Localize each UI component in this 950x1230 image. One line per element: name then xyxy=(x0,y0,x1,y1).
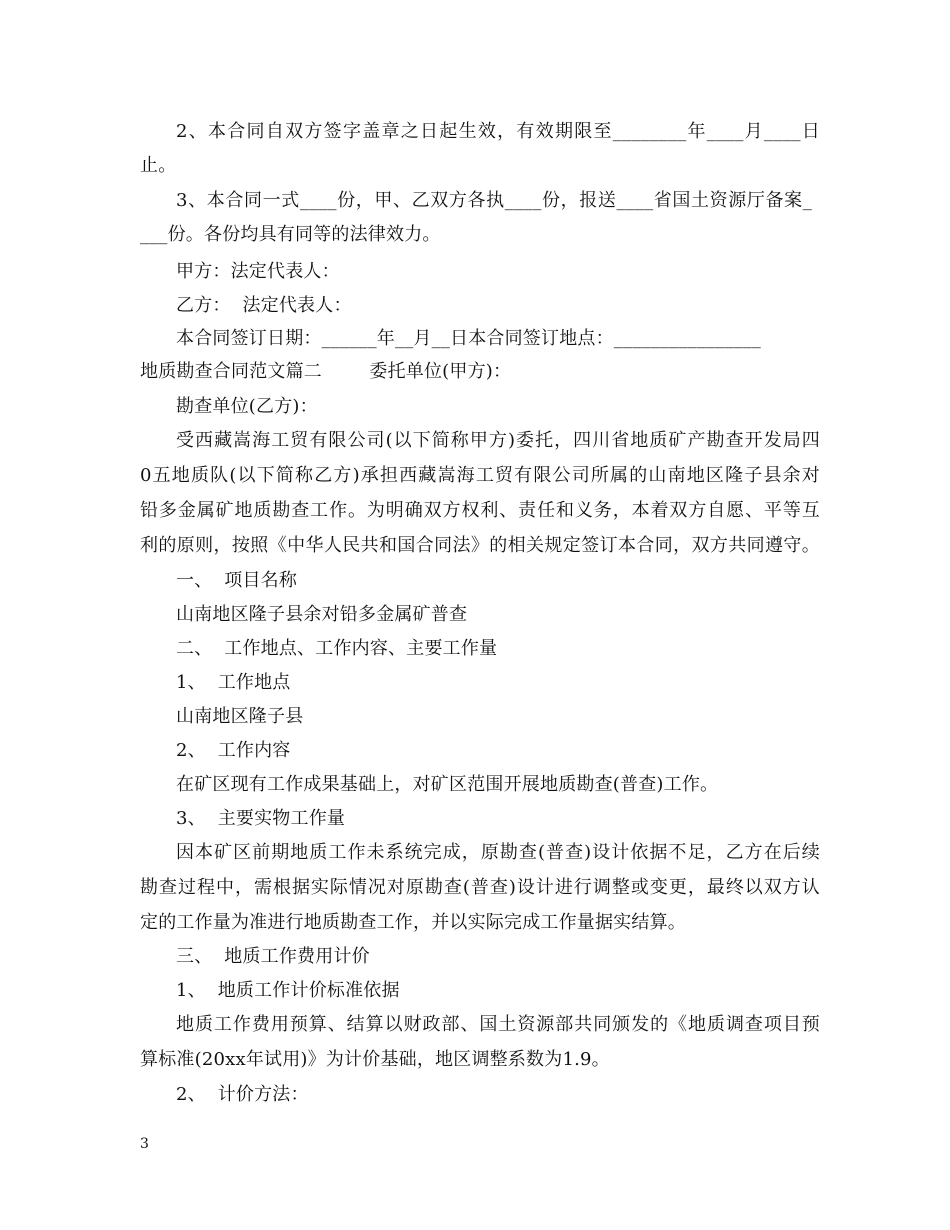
subheading-work-location: 1、 工作地点 xyxy=(176,672,291,693)
subheading-work-content: 2、 工作内容 xyxy=(176,740,291,761)
signing-info-line: 本合同签订日期：______年__月__日本合同签订地点：________________ xyxy=(176,328,761,349)
workload-paragraph-line-3: 定的工作量为准进行地质勘查工作，并以实际完成工作量据实结算。 xyxy=(140,912,686,933)
workload-paragraph-line-2: 勘查过程中，需根据实际情况对原勘查(普查)设计进行调整或变更，最终以双方认 xyxy=(140,877,820,898)
party-b-line: 乙方： 法定代表人： xyxy=(176,295,352,316)
heading-work-info: 二、 工作地点、工作内容、主要工作量 xyxy=(176,638,498,659)
page-number: 3 xyxy=(140,1136,149,1152)
intro-paragraph-line-3: 铅多金属矿地质勘查工作。为明确双方权利、责任和义务，本着双方自愿、平等互 xyxy=(140,500,820,521)
intro-paragraph-line-1: 受西藏嵩海工贸有限公司(以下简称甲方)委托，四川省地质矿产勘查开发局四 xyxy=(176,430,820,451)
contract-validity-line: 2、本合同自双方签字盖章之日起生效，有效期限至________年____月____日 xyxy=(176,121,820,142)
contract-copies-line-end: ___份。各份均具有同等的法律效力。 xyxy=(140,224,441,245)
contract-validity-line-end: 止。 xyxy=(140,155,177,176)
work-content-text: 在矿区现有工作成果基础上，对矿区范围开展地质勘查(普查)工作。 xyxy=(176,774,719,795)
project-name-text: 山南地区隆子县余对铅多金属矿普查 xyxy=(176,604,468,625)
heading-project-name: 一、 项目名称 xyxy=(176,570,298,591)
intro-paragraph-line-4: 利的原则，按照《中华人民共和国合同法》的相关规定签订本合同，双方共同遵守。 xyxy=(140,535,820,556)
intro-paragraph-line-2: 0五地质队(以下简称乙方)承担西藏嵩海工贸有限公司所属的山南地区隆子县余对 xyxy=(140,465,820,486)
subheading-pricing-basis: 1、 地质工作计价标准依据 xyxy=(176,980,400,1001)
subheading-main-workload: 3、 主要实物工作量 xyxy=(176,808,346,829)
party-a-line: 甲方：法定代表人： xyxy=(176,261,340,282)
heading-cost-pricing: 三、 地质工作费用计价 xyxy=(176,946,370,967)
section-title-line: 地质勘查合同范文篇二 委托单位(甲方)： xyxy=(140,361,512,382)
workload-paragraph-line-1: 因本矿区前期地质工作未系统完成，原勘查(普查)设计依据不足，乙方在后续 xyxy=(176,842,820,863)
work-location-text: 山南地区隆子县 xyxy=(176,706,304,727)
pricing-paragraph-line-1: 地质工作费用预算、结算以财政部、国土资源部共同颁发的《地质调查项目预 xyxy=(176,1014,820,1035)
survey-unit-line: 勘查单位(乙方)： xyxy=(176,396,318,417)
contract-copies-line: 3、本合同一式____份，甲、乙双方各执____份，报送____省国土资源厅备案_ xyxy=(176,190,812,211)
pricing-paragraph-line-2: 算标准(20xx年试用)》为计价基础，地区调整系数为1.9。 xyxy=(140,1049,610,1070)
subheading-pricing-method: 2、 计价方法： xyxy=(176,1084,309,1105)
